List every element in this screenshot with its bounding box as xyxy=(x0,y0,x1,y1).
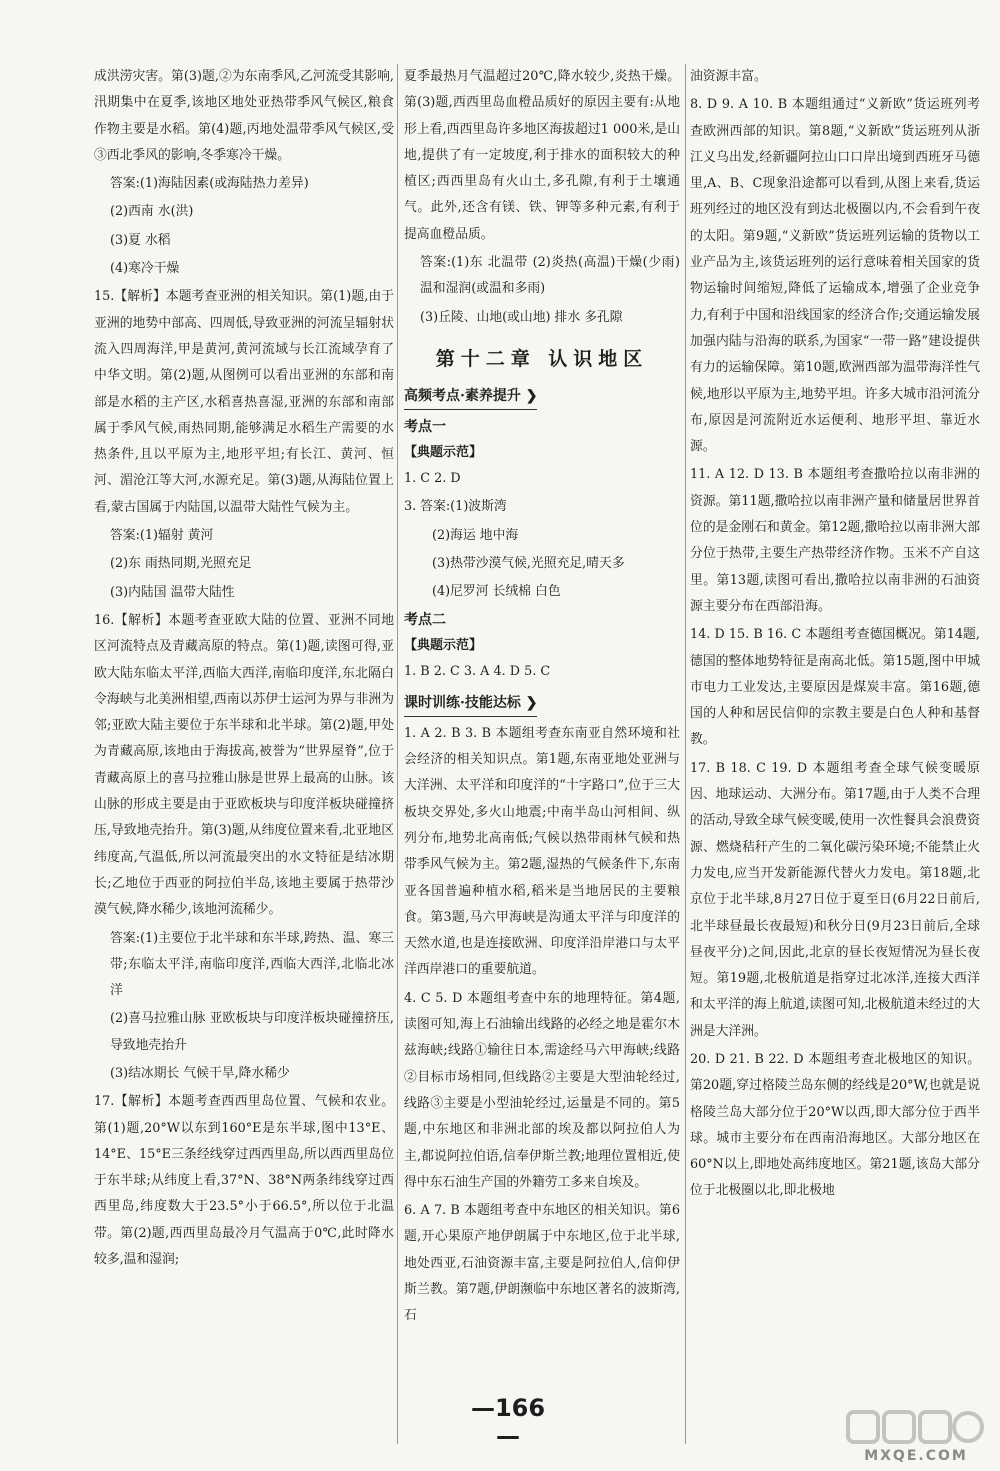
column-middle xyxy=(404,64,680,1444)
paragraph: 17. B 18. C 19. D 本题组考查全球气候变暖原因、地球运动、大洲分布。第17题,由于人类不合理的活动,导致全球气候变暖,使用一次性餐具会浪费资源、燃烧秸秆产生的二氧化碳污染环境;不能禁止火力发电,应当开发新能源代替火力发电。第18题,北京位于北半球,8月27日位于夏至日(6月22日前后,北半球昼最长夜最短)和秋分日(9月23日前后,全球昼夜平分)之间,因此,北京的昼长夜短情况为昼长夜短。第19题,北极航道是指穿过北冰洋,连接大西洋和太平洋的海上航道,读图可知,北极航道未经过的大洲是大洋洲。 xyxy=(690,760,980,1039)
answer-line: (4)尼罗河 长绒棉 白色 xyxy=(432,584,561,600)
answer-line: (2)西南 水(洪) xyxy=(110,204,194,220)
paragraph: 1. A 2. B 3. B 本题组考查东南亚自然环境和社会经济的相关知识点。第1题,东南亚地处亚洲与大洋洲、太平洋和印度洋的“十字路口”,位于三大板块交界处,多火山地震;中南半岛山河相间、纵列分布,地势北高南低;气候以热带雨林气候和热带季风气候为主。第2题,湿热的气候条件下,东南亚各国普遍种植水稻,稻米是当地居民的主要粮食。第3题,马六甲海峡是沟通太平洋与印度洋的天然水道,也是连接欧洲、印度洋沿岸港口与太平洋西岸港口的重要航道。 xyxy=(404,725,680,978)
example-tag: 【典题示范】 xyxy=(404,444,483,460)
answer-line: (4)寒冷干燥 xyxy=(110,261,180,277)
column-divider xyxy=(397,64,398,1444)
section-heading: 课时训练·技能达标 ❯ xyxy=(404,690,537,717)
kaodian-heading: 考点二 xyxy=(404,612,446,629)
column-right xyxy=(690,64,980,1444)
answer-line: (3)夏 水稻 xyxy=(110,232,171,248)
answer-line: 答案:(1)海陆因素(或海陆热力差异) xyxy=(110,176,309,192)
answer-line: (3)丘陵、山地(或山地) 排水 多孔隙 xyxy=(420,309,623,325)
paragraph: 20. D 21. B 22. D 本题组考查北极地区的知识。第20题,穿过格陵兰岛东侧的经线是20°W,也就是说格陵兰岛大部分位于20°W以西,即大部分位于西半球。城市主要分布在西南沿海地区。大部分地区在60°N以上,即地处高纬度地区。第21题,该岛大部分位于北极圈以北,即北极地 xyxy=(690,1051,980,1199)
paragraph: 8. D 9. A 10. B 本题组通过“义新欧”货运班列考查欧洲西部的知识。第8题,“义新欧”货运班列从浙江义乌出发,经新疆阿拉山口口岸出境到西班牙马德里,A、B、C现象沿途都可以看到,从图上来看,货运班列经过的地区没有到达北极圈以内,不会看到午夜的太阳。第9题,“义新欧”货运班列运输的货物以工业产品为主,该货运班列的运行意味着相关国家的货物运输时间缩短,降低了运输成本,增强了企业竞争力,有利于中国和沿线国家的经济合作;交通运输发展加强内陆与沿海的联系,为国家“一带一路”建设提供有力的运输保障。第10题,欧洲西部为温带海洋性气候,地形以平原为主,地势平坦。许多大城市沿河流分布,原因是河流附近水运便利、地形平坦、靠近水源。 xyxy=(690,97,980,455)
answer-line: 答案:(1)主要位于北半球和东半球,跨热、温、寒三带;东临太平洋,南临印度洋,西临大西洋,北临北冰洋 xyxy=(110,930,394,999)
paragraph: 14. D 15. B 16. C 本题组考查德国概况。第14题,德国的整体地势特征是南高北低。第15题,图中甲城市电力工业发达,主要原因是煤炭丰富。第16题,德国的人种和居民信仰的宗教主要是白色人种和基督教。 xyxy=(690,627,980,748)
example-tag: 【典题示范】 xyxy=(404,638,483,654)
answer-line: (2)喜马拉雅山脉 亚欧板块与印度洋板块碰撞挤压,导致地壳抬升 xyxy=(110,1011,394,1053)
paragraph: 成洪涝灾害。第(3)题,②为东南季风,乙河流受其影响,汛期集中在夏季,该地区地处亚热带季风气候区,粮食作物主要是水稻。第(4)题,丙地处温带季风气候区,受③西北季风的影响,冬季寒冷干燥。 xyxy=(94,69,394,163)
question-15-analysis: 15.【解析】本题考查亚洲的相关知识。第(1)题,由于亚洲的地势中部高、四周低,导致亚洲的河流呈辐射状流入四周海洋,甲是黄河,黄河流域与长江流域孕育了中华文明。第(2)题,从图例可以看出亚洲的东部和南部是水稻的主产区,水稻喜热喜湿,亚洲的东部和南部属于季风气候,雨热同期,能够满足水稻生产需要的水热条件,且以平原为主,地形平坦;有长江、黄河、恒河、湄沧江等大河,水源充足。第(3)题,从海陆位置上看,蒙古国属于内陆国,以温带大陆性气候为主。 xyxy=(94,289,394,515)
column-left xyxy=(94,64,394,1444)
paragraph: 4. C 5. D 本题组考查中东的地理特征。第4题,读图可知,海上石油输出线路的必经之地是霍尔木兹海峡;线路①输往日本,需途经马六甲海峡;线路②目标市场相同,但线路②主要是大型油轮经过,线路③主要是小型油轮经过,运量是不同的。第5题,中东地区和非洲北部的埃及都以阿拉伯人为主,都说阿拉伯语,信奉伊斯兰教;地理位置相近,使得中东石油生产国的外籍劳工多来自埃及。 xyxy=(404,990,680,1190)
paragraph: 11. A 12. D 13. B 本题组考查撒哈拉以南非洲的资源。第11题,撒哈拉以南非洲产量和储量居世界首位的是金刚石和黄金。第12题,撒哈拉以南非洲大部分位于热带,主要生产热带经济作物。玉米不产自这里。第13题,读图可看出,撒哈拉以南非洲的石油资源主要分布在西部沿海。 xyxy=(690,467,980,614)
watermark-text: MXQE.COM xyxy=(864,1448,968,1464)
paragraph: 夏季最热月气温超过20℃,降水较少,炎热干燥。第(3)题,西西里岛血橙品质好的原因主要有:从地形上看,西西里岛许多地区海拔超过1 000米,是山地,提供了有一定坡度,利于排水的面积较大的种植区;西西里岛有火山土,多孔隙,有利于土壤通气。此外,还含有镁、铁、钾等多种元素,有利于提高血橙品质。 xyxy=(404,69,680,242)
answer-line: 1. C 2. D xyxy=(404,470,461,486)
section-heading: 高频考点·素养提升 ❯ xyxy=(404,383,537,410)
answer-line: (3)内陆国 温带大陆性 xyxy=(110,584,235,600)
paragraph: 油资源丰富。 xyxy=(690,69,767,84)
answer-line: (2)海运 地中海 xyxy=(432,527,519,543)
column-divider xyxy=(685,64,686,1444)
answer-line: (3)热带沙漠气候,光照充足,晴天多 xyxy=(432,555,625,571)
answer-line: 3. 答案:(1)波斯湾 xyxy=(404,499,507,515)
page-number: —166— xyxy=(470,1394,546,1450)
answer-line: 答案:(1)东 北温带 (2)炎热(高温)干燥(少雨) 温和湿润(或温和多雨) xyxy=(420,255,680,297)
answer-line: 1. B 2. C 3. A 4. D 5. C xyxy=(404,664,551,680)
paragraph: 6. A 7. B 本题组考查中东地区的相关知识。第6题,开心果原产地伊朗属于中东地区,位于北半球,地处西亚,石油资源丰富,主要是阿拉伯人,信仰伊斯兰教。第7题,伊朗濒临中东地区著名的波斯湾,石 xyxy=(404,1203,680,1324)
answer-line: 答案:(1)辐射 黄河 xyxy=(110,528,214,544)
kaodian-heading: 考点一 xyxy=(404,418,446,435)
answer-line: (3)结冰期长 气候干旱,降水稀少 xyxy=(110,1065,290,1081)
question-17-analysis: 17.【解析】本题考查西西里岛位置、气候和农业。第(1)题,20°W以东到160°E是东半球,图中13°E、14°E、15°E三条经线穿过西西里岛,所以西西里岛位于东半球;从纬度上看,37°N、38°N两条纬线穿过西西里岛,纬度数大于23.5°小于66.5°,所以位于北温带。第(2)题,西西里岛最冷月气温高于0℃,此时降水较多,温和湿润; xyxy=(94,1094,394,1268)
chapter-title: 第十二章 认识地区 xyxy=(435,347,649,370)
question-16-analysis: 16.【解析】本题考查亚欧大陆的位置、亚洲不同地区河流特点及青藏高原的特点。第(1)题,读图可得,亚欧大陆东临太平洋,西临大西洋,南临印度洋,东北隔白令海峡与北美洲相望,西南以苏伊士运河为界与非洲为邻;亚欧大陆主要位于东半球和北半球。第(2)题,甲处为青藏高原,该地由于海拔高,被誉为“世界屋脊”,位于青藏高原上的喜马拉雅山脉是世界上最高的山脉。该山脉的形成主要是由于亚欧板块与印度洋板块碰撞挤压,导致地壳抬升。第(3)题,从纬度位置来看,北亚地区纬度高,气温低,所以河流最突出的水文特征是结冰期长;乙地位于西亚的阿拉伯半岛,该地主要属于热带沙漠气候,降水稀少,该地河流稀少。 xyxy=(94,612,394,918)
answer-line: (2)东 雨热同期,光照充足 xyxy=(110,556,252,572)
